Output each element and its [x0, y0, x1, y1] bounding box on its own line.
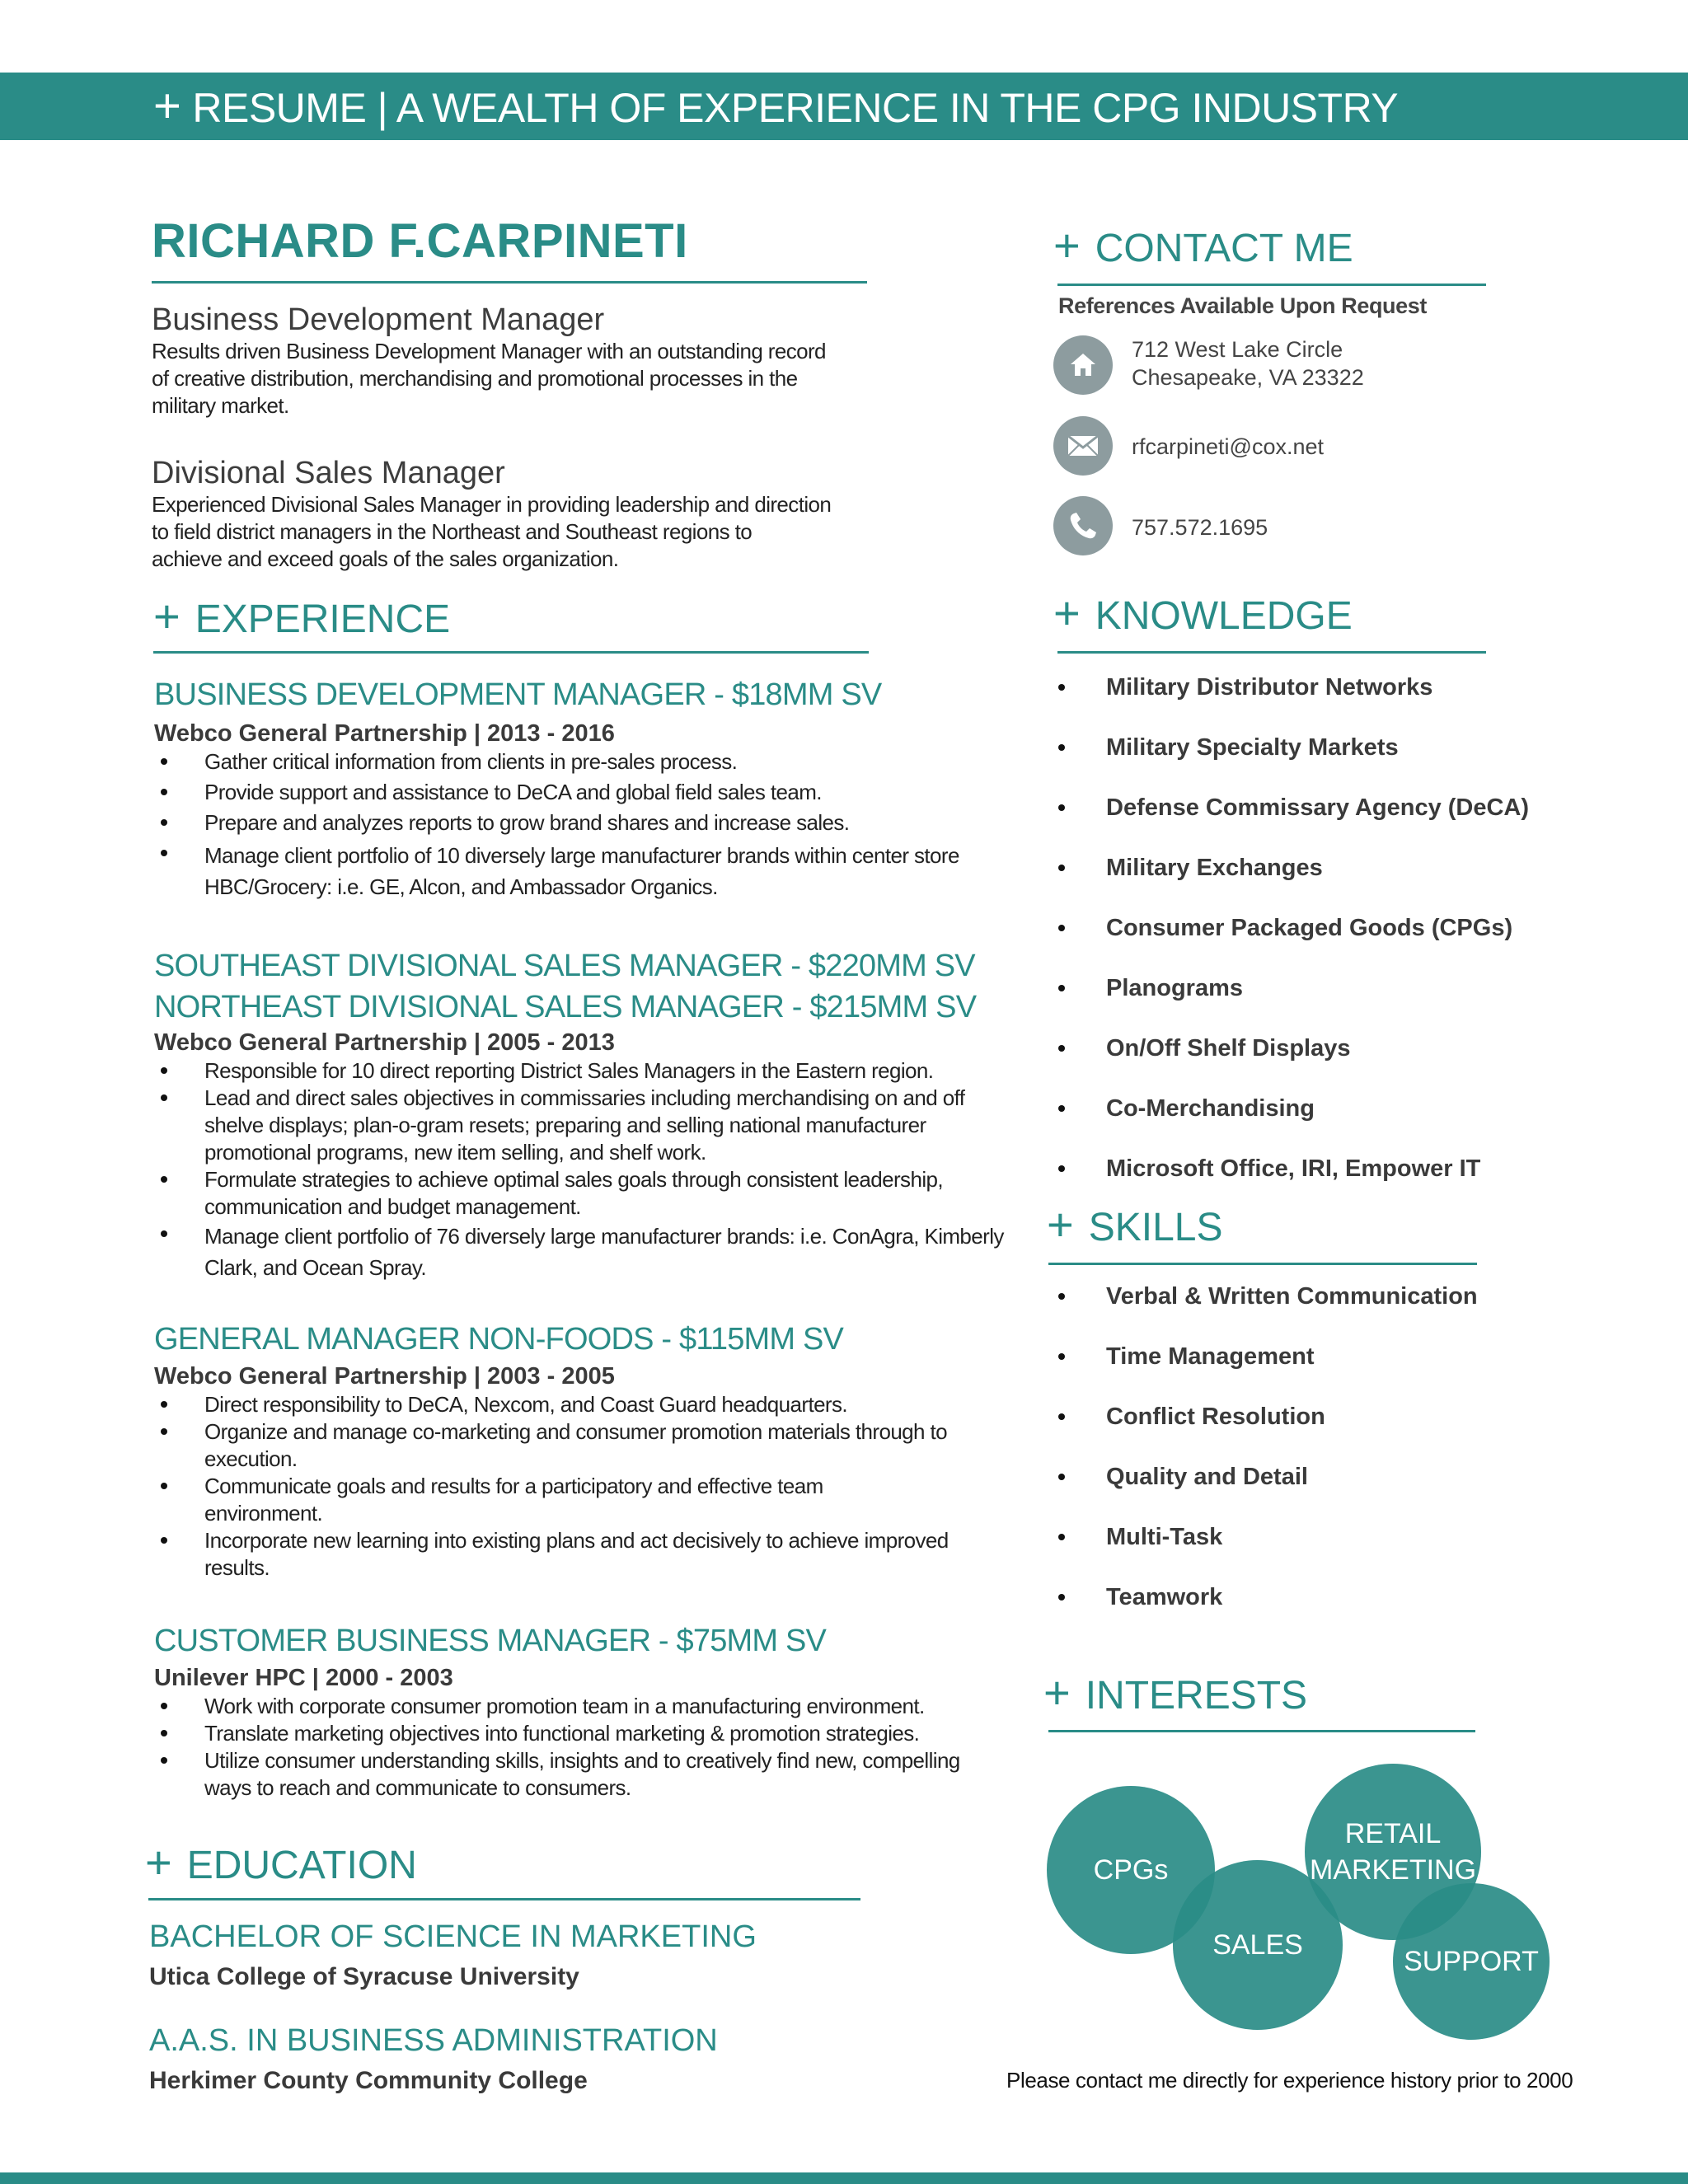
skill-item: Quality and Detail — [1051, 1462, 1478, 1522]
summary-text — [152, 491, 893, 573]
bubble-label: SUPPORT — [1404, 1946, 1539, 1977]
job-entry — [154, 1319, 1020, 1582]
job-bullets — [154, 748, 987, 902]
job-bullet: Prepare and analyzes reports to grow brand shares and increase sales. — [154, 809, 987, 837]
contact-heading-text: CONTACT ME — [1095, 227, 1353, 270]
knowledge-item: Microsoft Office, IRI, Empower IT — [1051, 1154, 1529, 1214]
job-title: GENERAL MANAGER NON-FOODS - $115MM SV — [154, 1322, 844, 1357]
banner-title-text: RESUME | A WEALTH OF EXPERIENCE IN THE CPG INDUSTRY — [192, 85, 1399, 131]
job-bullet: Direct responsibility to DeCA, Nexcom, and Coast Guard headquarters. — [154, 1391, 995, 1418]
summary-text — [152, 338, 893, 419]
bubble-label: CPGs — [1093, 1854, 1169, 1886]
job-bullet: Work with corporate consumer promotion team in a manufacturing environment. — [154, 1693, 1011, 1720]
knowledge-heading — [1053, 587, 1353, 640]
contact-heading — [1053, 219, 1353, 272]
degree-title: A.A.S. IN BUSINESS ADMINISTRATION — [149, 2023, 718, 2058]
job-bullet: Manage client portfolio of 76 diversely large manufacturer brands: i.e. ConAgra, Kimberly Clark, and Ocean Spray. — [154, 1221, 1012, 1283]
plus-icon: + — [1053, 587, 1081, 639]
job-company: Webco General Partnership | 2013 - 2016 — [154, 720, 615, 747]
knowledge-item: Co-Merchandising — [1051, 1094, 1529, 1154]
job-entry — [154, 1620, 1020, 1802]
banner-title — [153, 79, 1399, 133]
history-footnote: Please contact me directly for experience history prior to 2000 — [1006, 2068, 1573, 2093]
skills-divider — [1048, 1263, 1477, 1265]
job-bullet: Manage client portfolio of 10 diversely large manufacturer brands within center store HBC/Grocery: i.e. GE, Alcon, and Ambassador Organics. — [154, 840, 996, 902]
knowledge-item: Consumer Packaged Goods (CPGs) — [1051, 913, 1529, 973]
interests-heading — [1043, 1666, 1308, 1719]
education-divider — [148, 1898, 860, 1900]
job-bullet: Gather critical information from clients in pre-sales process. — [154, 748, 987, 776]
knowledge-item: Military Exchanges — [1051, 853, 1529, 913]
job-bullet: Lead and direct sales objectives in commissaries including merchandising on and off shelve displays; plan-o-gram resets; preparing and selling national manufacturer promotional programs, new item selling, and shelf work. — [154, 1085, 1012, 1166]
degree-school: Utica College of Syracuse University — [149, 1963, 579, 1990]
summary-line: Experienced Divisional Sales Manager in providing leadership and direction — [152, 492, 832, 517]
interests-divider — [1048, 1730, 1475, 1732]
experience-heading-text: EXPERIENCE — [195, 598, 451, 641]
job-company: Webco General Partnership | 2003 - 2005 — [154, 1363, 615, 1390]
contact-divider — [1057, 284, 1486, 286]
summary-line: achieve and exceed goals of the sales organization. — [152, 546, 619, 571]
degree-entry — [149, 1917, 757, 1993]
job-bullet: Organize and manage co-marketing and consumer promotion materials through to execution. — [154, 1418, 1045, 1473]
experience-divider — [153, 651, 869, 654]
job-title: NORTHEAST DIVISIONAL SALES MANAGER - $215MM SV — [154, 990, 977, 1024]
phone-number[interactable]: 757.572.1695 — [1132, 515, 1268, 540]
summary-block-1 — [152, 302, 893, 419]
knowledge-item: Defense Commissary Agency (DeCA) — [1051, 793, 1529, 853]
name-divider — [152, 281, 867, 284]
email-link[interactable]: rfcarpineti@cox.net — [1132, 434, 1325, 459]
email-icon — [1053, 416, 1113, 476]
job-title: BUSINESS DEVELOPMENT MANAGER - $18MM SV — [154, 677, 882, 712]
footer-bar — [0, 2172, 1688, 2184]
job-bullets — [154, 1057, 1011, 1283]
summary-line: to field district managers in the Northeast and Southeast regions to — [152, 519, 753, 544]
knowledge-divider — [1057, 651, 1486, 654]
skills-heading-text: SKILLS — [1088, 1206, 1223, 1249]
knowledge-heading-text: KNOWLEDGE — [1095, 594, 1353, 638]
plus-icon: + — [145, 1836, 172, 1888]
job-bullet: Formulate strategies to achieve optimal sales goals through consistent leadership, communication and budget management. — [154, 1166, 1062, 1221]
job-bullets — [154, 1693, 1011, 1802]
plus-icon: + — [153, 590, 181, 642]
candidate-name: RICHARD F.CARPINETI — [152, 214, 688, 268]
interests-heading-text: INTERESTS — [1085, 1674, 1308, 1718]
knowledge-item: Military Distributor Networks — [1051, 673, 1529, 733]
phone-icon — [1053, 496, 1113, 555]
job-company: Unilever HPC | 2000 - 2003 — [154, 1665, 453, 1691]
job-bullet: Provide support and assistance to DeCA and global field sales team. — [154, 779, 987, 806]
bubble-label: SALES — [1212, 1929, 1303, 1961]
summary-title: Divisional Sales Manager — [152, 456, 505, 490]
education-heading — [145, 1836, 417, 1889]
skill-item: Conflict Resolution — [1051, 1402, 1478, 1462]
summary-line: Results driven Business Development Manager with an outstanding record — [152, 339, 826, 363]
job-entry — [154, 674, 1020, 902]
skills-heading — [1047, 1198, 1223, 1251]
bubble-label: MARKETING — [1309, 1854, 1477, 1886]
job-bullet: Responsible for 10 direct reporting District Sales Managers in the Eastern region. — [154, 1057, 1011, 1085]
knowledge-item: Military Specialty Markets — [1051, 733, 1529, 793]
job-bullet: Translate marketing objectives into functional marketing & promotion strategies. — [154, 1720, 1011, 1747]
summary-title: Business Development Manager — [152, 302, 605, 337]
job-bullets — [154, 1391, 995, 1582]
experience-heading — [153, 590, 451, 643]
summary-line: of creative distribution, merchandising and promotional processes in the — [152, 366, 798, 391]
job-entry — [154, 945, 1020, 1283]
address — [1132, 335, 1364, 391]
skill-item: Multi-Task — [1051, 1522, 1478, 1582]
job-title: CUSTOMER BUSINESS MANAGER - $75MM SV — [154, 1624, 827, 1658]
references-note: References Available Upon Request — [1058, 293, 1427, 318]
job-title: SOUTHEAST DIVISIONAL SALES MANAGER - $220MM SV — [154, 949, 975, 983]
summary-block-2 — [152, 455, 893, 573]
job-company: Webco General Partnership | 2005 - 2013 — [154, 1029, 615, 1056]
interest-bubble-support — [1393, 1883, 1550, 2040]
skill-item: Time Management — [1051, 1342, 1478, 1402]
plus-icon: + — [1047, 1198, 1074, 1250]
education-heading-text: EDUCATION — [186, 1844, 417, 1887]
degree-entry — [149, 2021, 718, 2097]
degree-school: Herkimer County Community College — [149, 2067, 588, 2094]
job-bullet: Incorporate new learning into existing plans and act decisively to achieve improved results. — [154, 1527, 979, 1582]
plus-icon: + — [1043, 1666, 1071, 1718]
bubble-label: RETAIL — [1344, 1818, 1442, 1849]
knowledge-list — [1051, 673, 1529, 1214]
summary-line: military market. — [152, 393, 289, 418]
job-bullet: Utilize consumer understanding skills, insights and to creatively find new, compelling ways to reach and communicate to consumers. — [154, 1747, 979, 1802]
job-bullet: Communicate goals and results for a participatory and effective team environment. — [154, 1473, 946, 1527]
address-line: Chesapeake, VA 23322 — [1132, 365, 1364, 390]
interest-bubble-sales — [1173, 1860, 1343, 2030]
skills-list — [1051, 1282, 1478, 1643]
plus-icon: + — [1053, 219, 1081, 271]
plus-icon: + — [153, 79, 181, 133]
skill-item: Verbal & Written Communication — [1051, 1282, 1478, 1342]
home-icon — [1053, 335, 1113, 395]
address-line: 712 West Lake Circle — [1132, 337, 1343, 362]
degree-title: BACHELOR OF SCIENCE IN MARKETING — [149, 1919, 757, 1954]
skill-item: Teamwork — [1051, 1582, 1478, 1643]
knowledge-item: Planograms — [1051, 973, 1529, 1033]
knowledge-item: On/Off Shelf Displays — [1051, 1033, 1529, 1094]
